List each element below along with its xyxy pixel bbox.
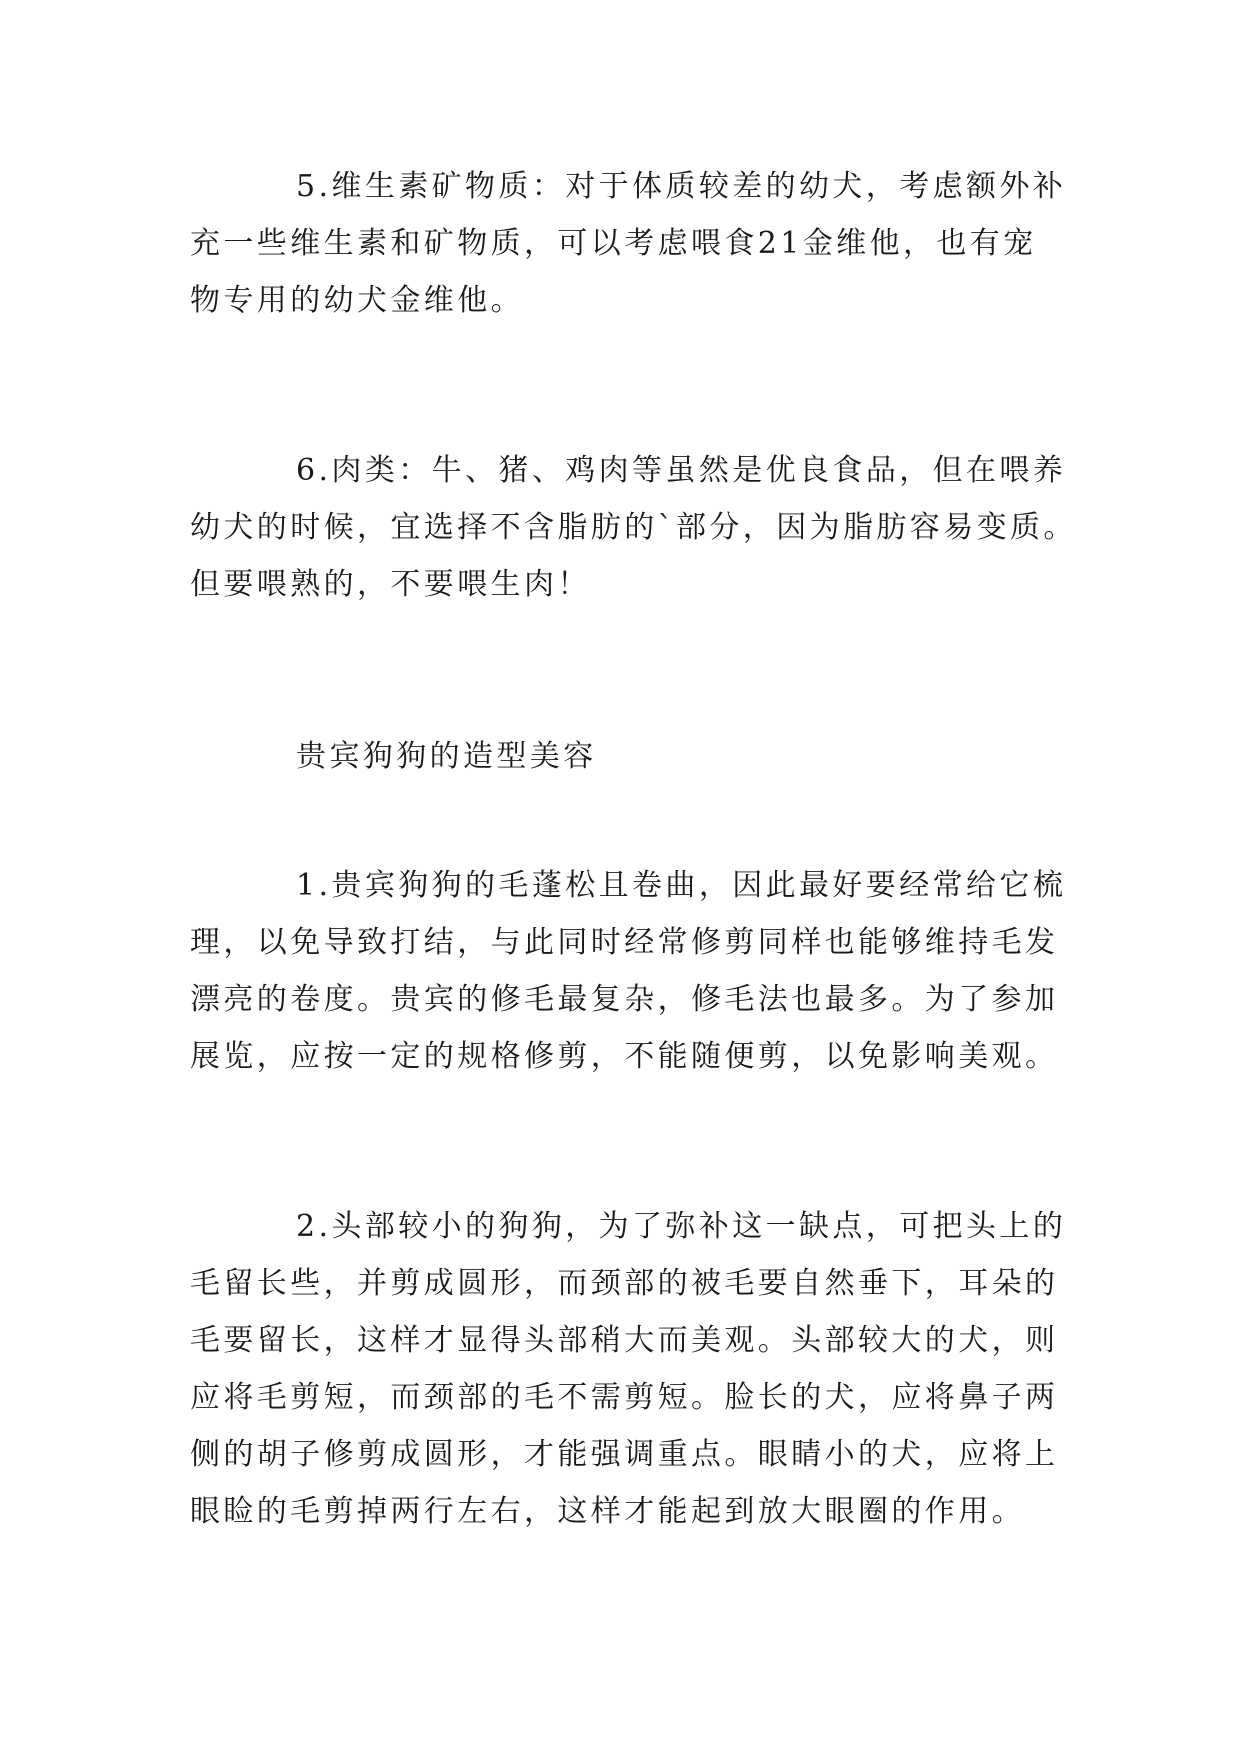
- paragraph-2-line-2: 毛留长些，并剪成圆形，而颈部的被毛要自然垂下，耳朵的: [190, 1266, 1059, 1301]
- paragraph-2-line-4: 应将毛剪短，而颈部的毛不需剪短。脸长的犬，应将鼻子两: [190, 1380, 1059, 1415]
- paragraph-1-line-4: 展览，应按一定的规格修剪，不能随便剪，以免影响美观。: [190, 1039, 1059, 1074]
- paragraph-2-line-1: 2.头部较小的狗狗，为了弥补这一缺点，可把头上的: [296, 1209, 1067, 1244]
- paragraph-6-line-2: 幼犬的时候，宜选择不含脂肪的`部分，因为脂肪容易变质。: [190, 510, 1077, 545]
- paragraph-5-line-2: 充一些维生素和矿物质，可以考虑喂食21金维他，也有宠: [190, 226, 1037, 261]
- paragraph-5-line-3: 物专用的幼犬金维他。: [190, 283, 524, 318]
- paragraph-2-line-6: 眼睑的毛剪掉两行左右，这样才能起到放大眼圈的作用。: [190, 1494, 1025, 1529]
- paragraph-1-line-2: 理，以免导致打结，与此同时经常修剪同样也能够维持毛发: [190, 925, 1059, 960]
- paragraph-2-line-5: 侧的胡子修剪成圆形，才能强调重点。眼睛小的犬，应将上: [190, 1437, 1059, 1472]
- paragraph-6-line-1: 6.肉类：牛、猪、鸡肉等虽然是优良食品，但在喂养: [296, 453, 1067, 488]
- paragraph-2-line-3: 毛要留长，这样才显得头部稍大而美观。头部较大的犬，则: [190, 1323, 1059, 1358]
- section-heading: 贵宾狗狗的造型美容: [296, 739, 597, 774]
- paragraph-6-line-3: 但要喂熟的，不要喂生肉！: [190, 567, 591, 602]
- paragraph-1-line-3: 漂亮的卷度。贵宾的修毛最复杂，修毛法也最多。为了参加: [190, 982, 1059, 1017]
- paragraph-1-line-1: 1.贵宾狗狗的毛蓬松且卷曲，因此最好要经常给它梳: [296, 868, 1067, 903]
- paragraph-5-line-1: 5.维生素矿物质：对于体质较差的幼犬，考虑额外补: [296, 169, 1067, 204]
